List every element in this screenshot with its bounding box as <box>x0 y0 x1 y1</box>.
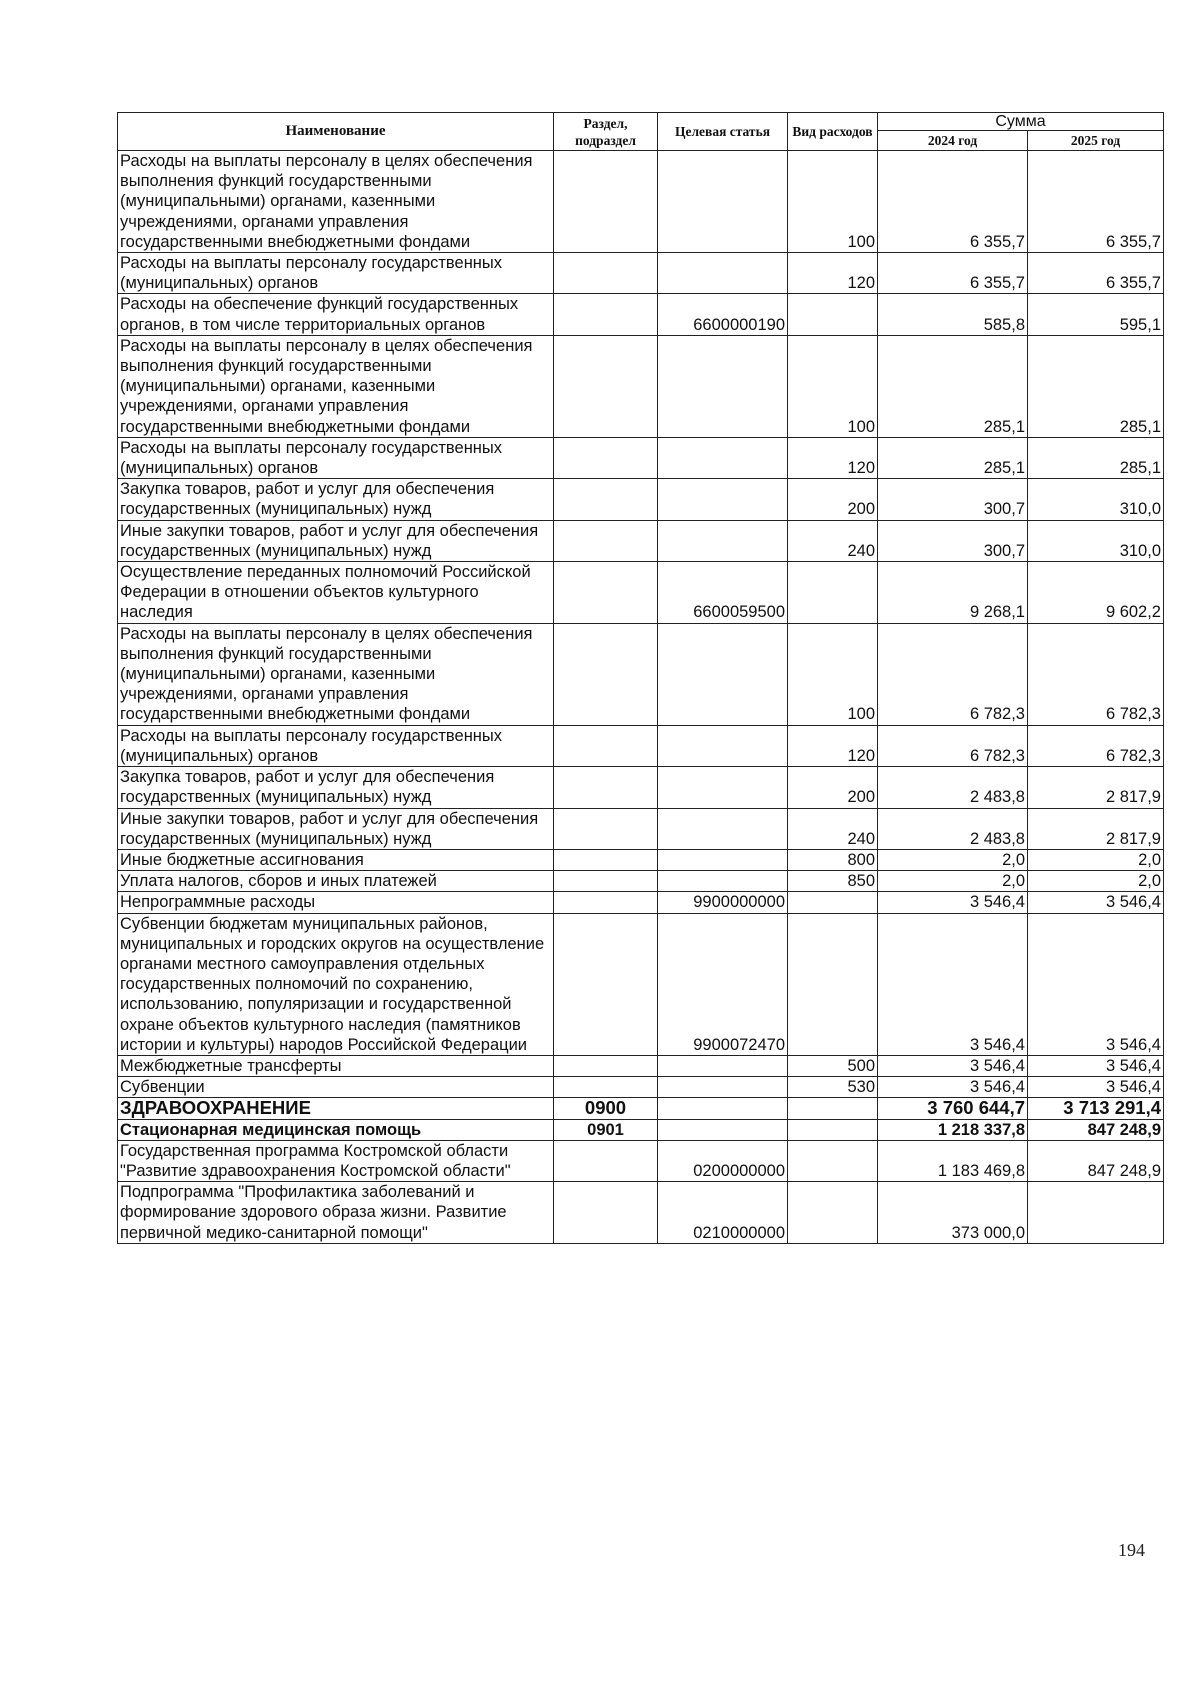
row-kind: 120 <box>788 253 878 294</box>
table-row <box>118 725 1164 766</box>
row-amount-2024: 300,7 <box>878 479 1028 520</box>
row-article <box>658 520 788 561</box>
row-article <box>658 1098 788 1119</box>
row-kind: 800 <box>788 849 878 870</box>
row-name: Расходы на выплаты персоналу в целях обеспечения выполнения функций государственными (муниципальными) органами, казенными учреждениями, органами управления государственными внебюджетными фондами <box>118 335 554 437</box>
row-amount-2025: 6 355,7 <box>1028 151 1164 253</box>
row-amount-2024: 1 183 469,8 <box>878 1140 1028 1181</box>
row-name: Иные бюджетные ассигнования <box>118 849 554 870</box>
table-row <box>118 808 1164 849</box>
row-amount-2024: 6 355,7 <box>878 151 1028 253</box>
table-row <box>118 1182 1164 1244</box>
table-row <box>118 294 1164 335</box>
row-section <box>554 562 658 624</box>
row-amount-2024: 6 782,3 <box>878 623 1028 725</box>
row-name: Государственная программа Костромской области "Развитие здравоохранения Костромской области" <box>118 1140 554 1181</box>
row-article: 9900072470 <box>658 913 788 1055</box>
row-amount-2025: 2 817,9 <box>1028 767 1164 808</box>
table-row <box>118 479 1164 520</box>
row-amount-2025: 310,0 <box>1028 479 1164 520</box>
table-header <box>118 113 1164 151</box>
row-section <box>554 1055 658 1076</box>
budget-table <box>117 112 1164 1244</box>
row-amount-2025: 285,1 <box>1028 335 1164 437</box>
row-article: 9900000000 <box>658 892 788 913</box>
header-article: Целевая статья <box>658 113 788 151</box>
row-amount-2025: 3 546,4 <box>1028 913 1164 1055</box>
table-row <box>118 562 1164 624</box>
row-kind: 200 <box>788 479 878 520</box>
row-name: Подпрограмма "Профилактика заболеваний и формирование здорового образа жизни. Развитие первичной медико-санитарной помощи" <box>118 1182 554 1244</box>
row-kind <box>788 1182 878 1244</box>
row-name: Субвенции бюджетам муниципальных районов, муниципальных и городских округов на осуществление органами местного самоуправления отдельных государственных полномочий по сохранению, использованию, популяризации и государственной охране объектов культурного наследия (памятников истории и культуры) народов Российской Федерации <box>118 913 554 1055</box>
table-row <box>118 151 1164 253</box>
row-kind <box>788 892 878 913</box>
row-section <box>554 913 658 1055</box>
row-section <box>554 520 658 561</box>
row-section <box>554 849 658 870</box>
row-kind: 530 <box>788 1077 878 1098</box>
row-kind <box>788 562 878 624</box>
row-section <box>554 151 658 253</box>
row-amount-2024: 285,1 <box>878 335 1028 437</box>
row-amount-2025: 6 782,3 <box>1028 623 1164 725</box>
row-kind <box>788 1098 878 1119</box>
row-article <box>658 871 788 892</box>
row-amount-2024: 2 483,8 <box>878 808 1028 849</box>
row-amount-2024: 6 782,3 <box>878 725 1028 766</box>
row-amount-2025: 9 602,2 <box>1028 562 1164 624</box>
row-amount-2024: 3 760 644,7 <box>878 1098 1028 1119</box>
table-row <box>118 1077 1164 1098</box>
row-name: Уплата налогов, сборов и иных платежей <box>118 871 554 892</box>
row-article <box>658 808 788 849</box>
row-kind: 240 <box>788 520 878 561</box>
header-year-2025: 2025 год <box>1028 131 1164 151</box>
row-amount-2025: 2 817,9 <box>1028 808 1164 849</box>
row-amount-2025: 285,1 <box>1028 437 1164 478</box>
table-body <box>118 151 1164 1244</box>
row-name: Иные закупки товаров, работ и услуг для обеспечения государственных (муниципальных) нужд <box>118 520 554 561</box>
row-amount-2025: 3 546,4 <box>1028 1077 1164 1098</box>
row-amount-2025: 2,0 <box>1028 871 1164 892</box>
row-article <box>658 335 788 437</box>
row-article <box>658 437 788 478</box>
row-article: 0200000000 <box>658 1140 788 1181</box>
row-amount-2024: 3 546,4 <box>878 1055 1028 1076</box>
row-section <box>554 253 658 294</box>
row-section <box>554 1182 658 1244</box>
row-amount-2025: 3 546,4 <box>1028 892 1164 913</box>
row-section: 0900 <box>554 1098 658 1119</box>
table-row <box>118 1055 1164 1076</box>
row-kind: 100 <box>788 151 878 253</box>
row-amount-2025: 310,0 <box>1028 520 1164 561</box>
row-article <box>658 767 788 808</box>
row-kind <box>788 1140 878 1181</box>
row-name: Осуществление переданных полномочий Российской Федерации в отношении объектов культурного наследия <box>118 562 554 624</box>
row-article <box>658 151 788 253</box>
page-number: 194 <box>1118 1540 1145 1560</box>
table-row <box>118 1119 1164 1140</box>
table-row <box>118 437 1164 478</box>
header-kind: Вид расходов <box>788 113 878 151</box>
row-article: 0210000000 <box>658 1182 788 1244</box>
row-amount-2024: 585,8 <box>878 294 1028 335</box>
table-row <box>118 253 1164 294</box>
row-amount-2025: 6 355,7 <box>1028 253 1164 294</box>
row-name: ЗДРАВООХРАНЕНИЕ <box>118 1098 554 1119</box>
row-name: Закупка товаров, работ и услуг для обеспечения государственных (муниципальных) нужд <box>118 479 554 520</box>
row-amount-2024: 2,0 <box>878 871 1028 892</box>
row-amount-2025: 595,1 <box>1028 294 1164 335</box>
table-row <box>118 849 1164 870</box>
row-article <box>658 725 788 766</box>
table-row <box>118 871 1164 892</box>
table-row <box>118 1140 1164 1181</box>
row-kind: 500 <box>788 1055 878 1076</box>
row-section <box>554 623 658 725</box>
row-name: Межбюджетные трансферты <box>118 1055 554 1076</box>
row-amount-2024: 373 000,0 <box>878 1182 1028 1244</box>
row-section <box>554 1140 658 1181</box>
row-section <box>554 767 658 808</box>
header-section: Раздел, подраздел <box>554 113 658 151</box>
row-name: Расходы на выплаты персоналу государственных (муниципальных) органов <box>118 437 554 478</box>
row-section: 0901 <box>554 1119 658 1140</box>
row-article <box>658 849 788 870</box>
row-kind: 100 <box>788 335 878 437</box>
row-article <box>658 1119 788 1140</box>
row-section <box>554 1077 658 1098</box>
row-amount-2025: 847 248,9 <box>1028 1140 1164 1181</box>
row-article: 6600000190 <box>658 294 788 335</box>
row-article <box>658 479 788 520</box>
row-section <box>554 294 658 335</box>
row-kind <box>788 294 878 335</box>
row-article <box>658 1055 788 1076</box>
row-amount-2024: 2 483,8 <box>878 767 1028 808</box>
row-section <box>554 725 658 766</box>
row-kind: 240 <box>788 808 878 849</box>
row-name: Расходы на выплаты персоналу государственных (муниципальных) органов <box>118 725 554 766</box>
row-amount-2025: 3 546,4 <box>1028 1055 1164 1076</box>
row-amount-2024: 3 546,4 <box>878 913 1028 1055</box>
row-amount-2024: 3 546,4 <box>878 1077 1028 1098</box>
row-amount-2024: 285,1 <box>878 437 1028 478</box>
row-amount-2025 <box>1028 1182 1164 1244</box>
row-kind: 120 <box>788 437 878 478</box>
row-amount-2024: 9 268,1 <box>878 562 1028 624</box>
row-name: Расходы на выплаты персоналу государственных (муниципальных) органов <box>118 253 554 294</box>
row-kind: 100 <box>788 623 878 725</box>
row-kind: 850 <box>788 871 878 892</box>
row-amount-2024: 3 546,4 <box>878 892 1028 913</box>
row-kind: 120 <box>788 725 878 766</box>
row-name: Расходы на выплаты персоналу в целях обеспечения выполнения функций государственными (муниципальными) органами, казенными учреждениями, органами управления государственными внебюджетными фондами <box>118 623 554 725</box>
row-article: 6600059500 <box>658 562 788 624</box>
table-row <box>118 913 1164 1055</box>
row-section <box>554 871 658 892</box>
row-article <box>658 623 788 725</box>
table-row <box>118 520 1164 561</box>
row-article <box>658 253 788 294</box>
row-name: Непрограммные расходы <box>118 892 554 913</box>
row-amount-2025: 6 782,3 <box>1028 725 1164 766</box>
row-kind: 200 <box>788 767 878 808</box>
row-name: Субвенции <box>118 1077 554 1098</box>
row-section <box>554 808 658 849</box>
row-section <box>554 479 658 520</box>
row-name: Стационарная медицинская помощь <box>118 1119 554 1140</box>
row-name: Закупка товаров, работ и услуг для обеспечения государственных (муниципальных) нужд <box>118 767 554 808</box>
row-section <box>554 335 658 437</box>
row-amount-2024: 1 218 337,8 <box>878 1119 1028 1140</box>
table-row <box>118 335 1164 437</box>
row-amount-2024: 6 355,7 <box>878 253 1028 294</box>
table-row <box>118 623 1164 725</box>
row-amount-2024: 2,0 <box>878 849 1028 870</box>
row-kind <box>788 1119 878 1140</box>
table-row <box>118 767 1164 808</box>
row-amount-2025: 2,0 <box>1028 849 1164 870</box>
row-amount-2024: 300,7 <box>878 520 1028 561</box>
row-amount-2025: 847 248,9 <box>1028 1119 1164 1140</box>
row-kind <box>788 913 878 1055</box>
header-name: Наименование <box>118 113 554 151</box>
header-sum: Сумма <box>878 113 1164 131</box>
table-row <box>118 1098 1164 1119</box>
row-section <box>554 892 658 913</box>
row-name: Расходы на выплаты персоналу в целях обеспечения выполнения функций государственными (муниципальными) органами, казенными учреждениями, органами управления государственными внебюджетными фондами <box>118 151 554 253</box>
header-year-2024: 2024 год <box>878 131 1028 151</box>
row-article <box>658 1077 788 1098</box>
row-name: Иные закупки товаров, работ и услуг для обеспечения государственных (муниципальных) нужд <box>118 808 554 849</box>
row-amount-2025: 3 713 291,4 <box>1028 1098 1164 1119</box>
row-section <box>554 437 658 478</box>
table-row <box>118 892 1164 913</box>
row-name: Расходы на обеспечение функций государственных органов, в том числе территориальных органов <box>118 294 554 335</box>
